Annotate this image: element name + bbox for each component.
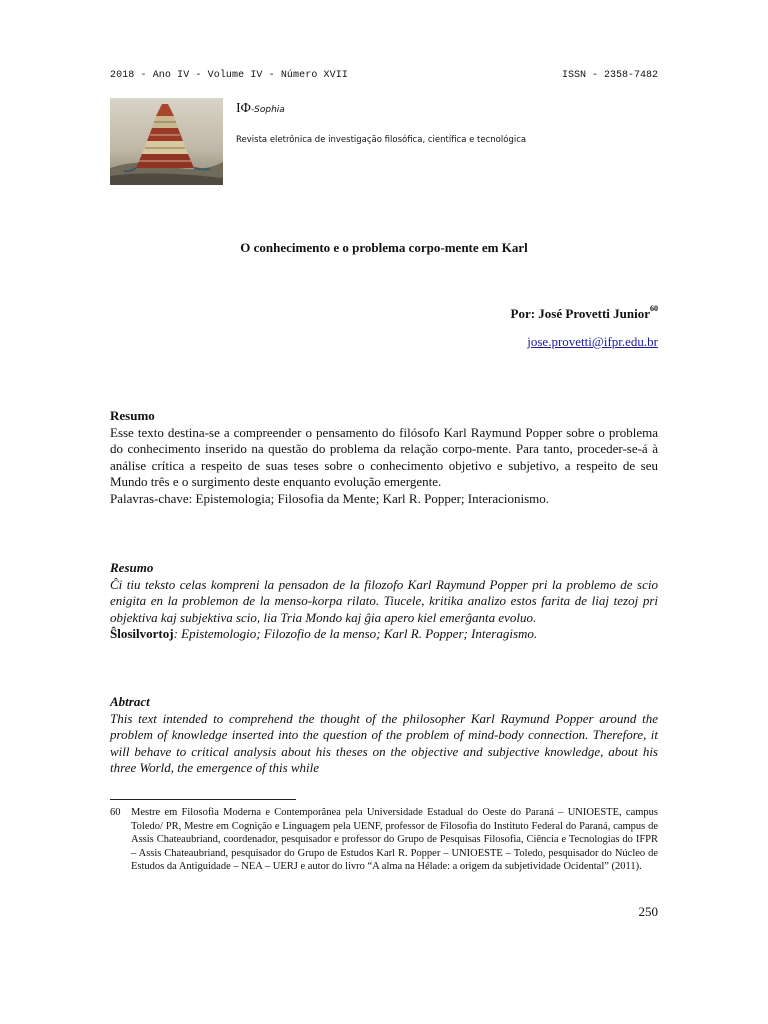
resumo-eo-body: Ĉi tiu teksto celas kompreni la pensadon de la filozofo Karl Raymund Popper pri la problemo de scio enigita en la problemon de la menso-korpa rilato. Tiucele, kritika analizo estos farita de liaj tezoj pri objektiva kaj subjektiva scio, lia Tria Mondo kaj ĝia apero kiel emerĝanta evoluo.	[110, 576, 658, 625]
resumo-pt-keywords: Palavras-chave: Epistemologia; Filosofia da Mente; Karl R. Popper; Interacionismo.	[110, 490, 550, 506]
footnote-text: Mestre em Filosofia Moderna e Contemporânea pela Universidade Estadual do Oeste do Paraná – UNIOESTE, campus Toledo/ PR, Mestre em Cognição e Linguagem pela UENF, professor de Filosofia do Instituto Federal do Paraná, campus de Assis Chateaubriand, coordenador, pesquisador e professor do Grupo de Pesquisas Filosofia, Ciência e Tecnologias do IFPR – Assis Chateaubriand, pesquisador do Grupo de Estudos Karl R. Popper – UNIOESTE – Toledo, pesquisador do Núcleo de Estudos da Antiguidade – NEA – UERJ e autor do livro “A alma na Hélade: a origem da subjetividade Ocidental” (2011).	[131, 807, 658, 872]
journal-name-suffix: -Sophia	[250, 105, 285, 115]
running-header-issue: 2018 - Ano IV - Volume IV - Número XVII	[110, 70, 348, 81]
resumo-pt-heading: Resumo	[110, 408, 155, 423]
footnote-60	[110, 806, 658, 874]
page-number: 250	[638, 904, 658, 919]
running-header-issn: ISSN - 2358-7482	[561, 70, 658, 81]
journal-name	[236, 101, 285, 117]
abstract-en-body: This text intended to comprehend the thought of the philosopher Karl Raymund Popper around the problem of knowledge inserted into the question of the problem of mind-body connection. Therefore, it will behave to critical analysis about his theses on the objective and subjective knowledge, about his three World, the emergence of this while	[110, 710, 658, 775]
journal-subtitle: Revista eletrônica de investigação filosófica, científica e tecnológica	[236, 135, 527, 145]
resumo-eo-keywords-line	[110, 626, 658, 643]
journal-logo-tower-image	[110, 98, 223, 185]
footnote-divider	[110, 799, 296, 800]
resumo-eo-keywords-label: Ŝlosilvortoj	[110, 626, 174, 641]
resumo-eo-keywords: : Epistemologio; Filozofio de la menso; Karl R. Popper; Interagismo.	[173, 626, 538, 641]
resumo-esperanto-section	[110, 560, 658, 643]
journal-name-main: IΦ	[236, 101, 251, 116]
resumo-pt-body: Esse texto destina-se a compreender o pensamento do filósofo Karl Raymund Popper sobre o problema do conhecimento inserido na questão do problema da relação corpo-mente. Para tanto, proceder-se-á à análise crítica a respeito de suas teses sobre o conhecimento objetivo e subjetivo, a respeito de seu Mundo três e o surgimento deste enquanto evolução emergente.	[110, 424, 658, 489]
abstract-en-heading: Abtract	[110, 694, 150, 709]
author-email-link[interactable]: jose.provetti@ifpr.edu.br	[527, 334, 658, 349]
resumo-eo-heading: Resumo	[110, 560, 154, 575]
paper-title: O conhecimento e o problema corpo-mente em Karl	[240, 240, 528, 255]
author-footnote-mark: 60	[650, 304, 658, 313]
resumo-portuguese-section	[110, 408, 658, 507]
footnote-number: 60	[110, 807, 121, 818]
author-name: Por: José Provetti Junior	[510, 306, 650, 321]
author-line	[511, 306, 658, 322]
abstract-english-section	[110, 694, 658, 777]
